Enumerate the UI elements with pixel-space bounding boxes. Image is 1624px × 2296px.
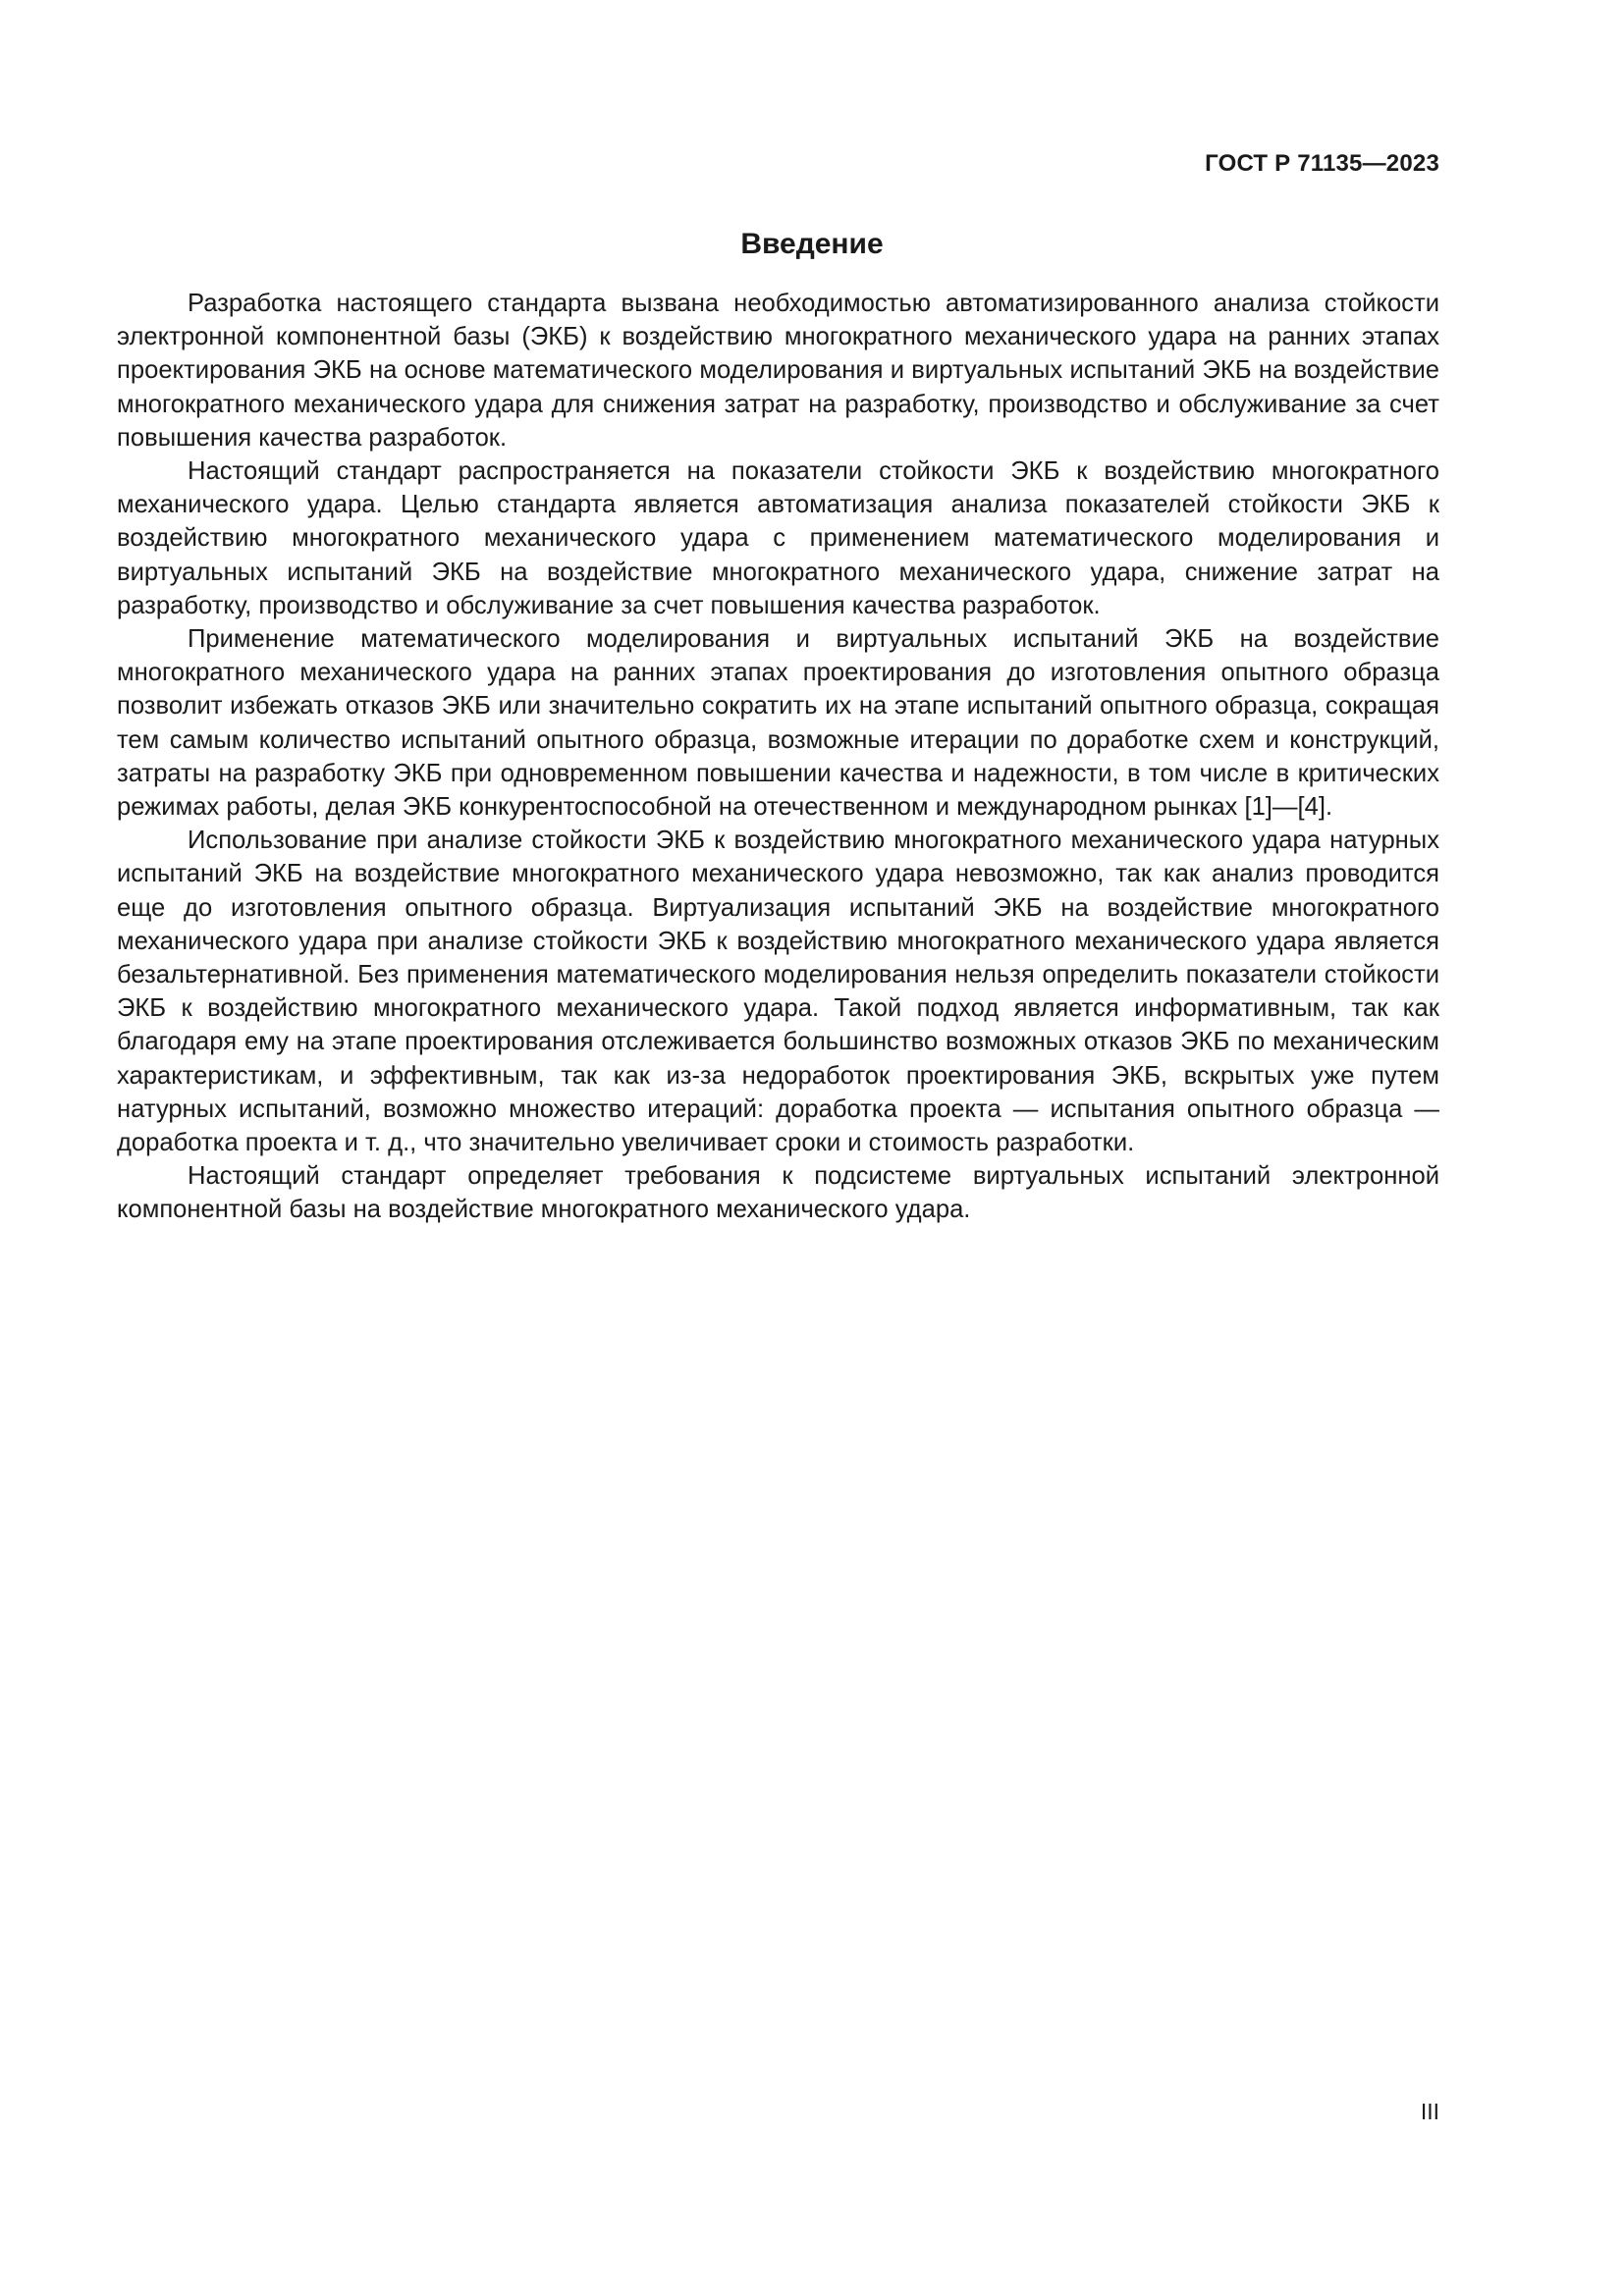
paragraph: Применение математического моделирования и виртуальных испытаний ЭКБ на воздействие многократного механического удара на ранних этапах проектирования до изготовления опытного образца позволит избежать отказов ЭКБ или значительно сократить их на этапе испытаний опытного образца, сокращая тем самым количество испытаний опытного образца, возможные итерации по доработке схем и конструкций, затраты на разработку ЭКБ при одновременном повышении качества и надежности, в том числе в критических режимах работы, делая ЭКБ конкурентоспособной на отечественном и международном рынках [1]—[4].	[117, 625, 1439, 822]
paragraph: Использование при анализе стойкости ЭКБ к воздействию многократного механического удара натурных испытаний ЭКБ на воздействие многократного механического удара невозможно, так как анализ проводится еще до изготовления опытного образца. Виртуализация испытаний ЭКБ на воздействие многократного механического удара при анализе стойкости ЭКБ к воздействию многократного механического удара является безальтернативной. Без применения математического моделирования нельзя определить показатели стойкости ЭКБ к воздействию многократного механического удара. Такой подход является информативным, так как благодаря ему на этапе проектирования отслеживается большинство возможных отказов ЭКБ по механическим характеристикам, и эффективным, так как из-за недоработок проектирования ЭКБ, вскрытых уже путем натурных испытаний, возможно множество итераций: доработка проекта — испытания опытного образца — доработка проекта и т. д., что значительно увеличивает сроки и стоимость разработки.	[117, 827, 1439, 1157]
document-id: ГОСТ Р 71135—2023	[1205, 150, 1439, 177]
body-text	[117, 287, 1439, 1227]
page-number: III	[1420, 2099, 1439, 2124]
paragraph: Разработка настоящего стандарта вызвана необходимостью автоматизированного анализа стойкости электронной компонентной базы (ЭКБ) к воздействию многократного механического удара на ранних этапах проектирования ЭКБ на основе математического моделирования и виртуальных испытаний ЭКБ на воздействие многократного механического удара для снижения затрат на разработку, производство и обслуживание за счет повышения качества разработок.	[117, 290, 1439, 452]
section-title: Введение	[740, 228, 884, 260]
paragraph: Настоящий стандарт определяет требования к подсистеме виртуальных испытаний электронной компонентной базы на воздействие многократного механического удара.	[117, 1162, 1439, 1224]
paragraph: Настоящий стандарт распространяется на показатели стойкости ЭКБ к воздействию многократного механического удара. Целью стандарта является автоматизация анализа показателей стойкости ЭКБ к воздействию многократного механического удара с применением математического моделирования и виртуальных испытаний ЭКБ на воздействие многократного механического удара, снижение затрат на разработку, производство и обслуживание за счет повышения качества разработок.	[117, 457, 1439, 619]
